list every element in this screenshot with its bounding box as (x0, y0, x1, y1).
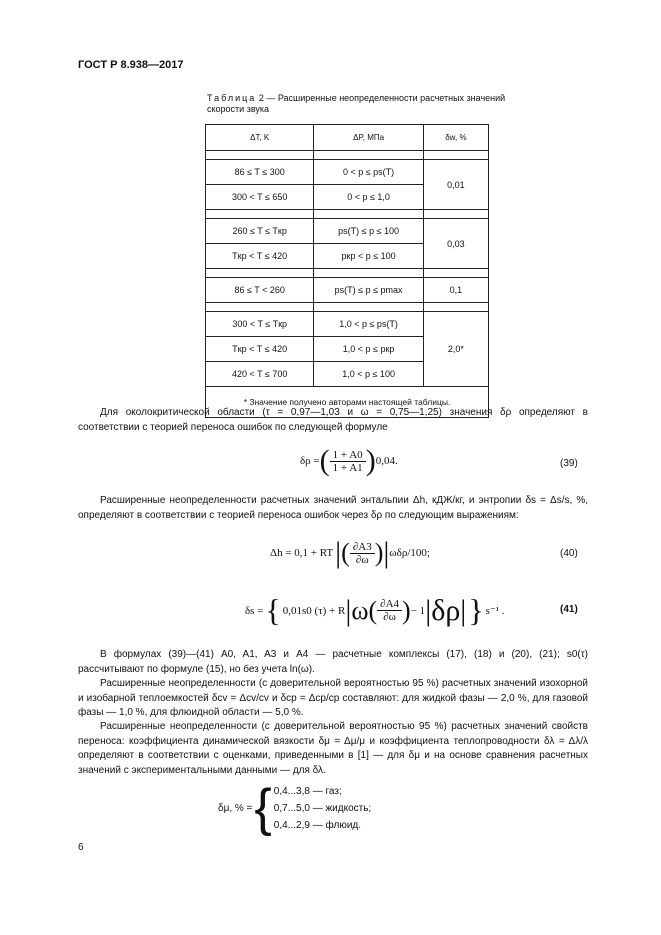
equation-mu: δμ, % = { 0,4...3,8 — газ; 0,7...5,0 — жидкость; 0,4...2,9 — флюид. (218, 779, 372, 837)
cell-dw: 0,03 (423, 219, 488, 269)
eq-mu-case: 0,4...3,8 — газ; (273, 785, 342, 797)
cell-dw: 2,0* (423, 312, 488, 387)
cell-p: 0 < p ≤ ps(T) (314, 160, 423, 185)
caption-text: 2 — Расширенные неопределенности расчетных значений скорости звука (207, 93, 506, 114)
eq39-tail: 0,04. (375, 455, 398, 467)
cell-p: 1,0 < p ≤ ps(T) (314, 312, 423, 337)
eq39-numerator: 1 + A0 (330, 449, 366, 462)
cell-p: ps(T) ≤ p ≤ pmax (314, 278, 423, 303)
table-spacer (206, 210, 489, 219)
cell-t: 300 < T ≤ Tкр (206, 312, 314, 337)
equation-40: Δh = 0,1 + RT | ( $\frac{\partial A3}{\partial\omega}$ ) | ωδρ/100; (270, 536, 430, 569)
eq-mu-case: 0,4...2,9 — флюид. (273, 819, 362, 831)
cell-p: 1,0 < p ≤ pкр (314, 337, 423, 362)
cell-p: 1,0 < p ≤ 100 (314, 362, 423, 387)
paragraph-3: В формулах (39)—(41) A0, A1, A3 и A4 — расчетные комплексы (17), (18) и (20), (21); s0(τ) рассчитывают по формуле (15), но без учета ln(ω). (78, 649, 588, 675)
eq41-lhs: δs = (245, 604, 264, 617)
eq41-body2: − 1 (410, 604, 426, 617)
eq-mu-case: 0,7...5,0 — жидкость; (273, 802, 372, 814)
eq39-lhs: δρ = (300, 455, 320, 467)
eq41-fraction (377, 598, 402, 623)
eq39-denominator: 1 + A1 (332, 461, 363, 474)
cell-t: 260 ≤ T ≤ Tкр (206, 219, 314, 244)
eq41-denominator: ∂ω (383, 611, 396, 623)
table-spacer (206, 303, 489, 312)
cell-dw: 0,01 (423, 160, 488, 210)
cell-p: pкр < p ≤ 100 (314, 244, 423, 269)
equation-39: δρ = ( $\frac{1 + A0}{1 + A1}$ ) 0,04. (300, 444, 398, 477)
eq41-body1: 0,01s0 (τ) + R (282, 604, 346, 617)
cell-t: 86 ≤ T ≤ 300 (206, 160, 314, 185)
col-header-dT: ΔT, K (206, 125, 314, 151)
eq40-lhs: Δh = 0,1 + RT (270, 547, 334, 559)
table-spacer (206, 269, 489, 278)
paragraph-5: Расширенные неопределенности (с доверительной вероятностью 95 %) расчетных значений свойств переноса: коэффициента динамической вязкости δμ = Δμ/μ и коэффициента теплопроводности δλ = Δλ/λ определяют в соответствии с оценками, приведенными в [1] — для δμ и на основе сравнения расчетных значений с экспериментальными данными — для δλ. (78, 721, 588, 776)
eq41-numerator: ∂A4 (377, 598, 402, 611)
col-header-dP: ΔP, МПа (314, 125, 423, 151)
cell-t: Tкр < T ≤ 420 (206, 244, 314, 269)
eq39-fraction (330, 449, 366, 474)
table-row (206, 312, 489, 337)
col-header-dw: δw, % (423, 125, 488, 151)
eq40-fraction (350, 541, 375, 566)
eq-mu-lhs: δμ, % = (218, 802, 253, 814)
cell-t: Tкр < T ≤ 420 (206, 337, 314, 362)
table-footnote: * Значение получено авторами настоящей таблицы. (206, 387, 489, 418)
eq41-tail: s⁻¹ . (485, 605, 505, 617)
page-number: 6 (78, 842, 84, 853)
paragraph-2: Расширенные неопределенности расчетных значений энтальпии Δh, кДЖ/кг, и энтропии δs = Δs/s, %, определяют в соответствии с теорией переноса ошибок через δρ по следующим выражениям: (78, 495, 588, 521)
table-spacer (206, 151, 489, 160)
paragraph-1: Для околокритической области (τ = 0,97—1,03 и ω = 0,75—1,25) значения δρ определяют в соответствии с теорией переноса ошибок по следующей формуле (78, 407, 588, 433)
eq40-tail: ωδρ/100; (389, 547, 430, 559)
eq39-number: (39) (560, 458, 578, 469)
cell-p: 0 < p ≤ 1,0 (314, 185, 423, 210)
eq-mu-cases (274, 783, 371, 834)
eq40-numerator: ∂A3 (350, 541, 375, 554)
eq41-number: (41) (560, 604, 578, 615)
table-header-row (206, 125, 489, 151)
cell-t: 420 < T ≤ 700 (206, 362, 314, 387)
uncertainty-table (205, 124, 489, 418)
equation-41: δs = { 0,01s0 (τ) + R | ω( $\frac{\partial A4}{\partial\omega}$ ) − 1 |δρ| } s⁻¹ . (245, 592, 505, 628)
cell-p: ps(T) ≤ p ≤ 100 (314, 219, 423, 244)
table-row (206, 278, 489, 303)
eq40-denominator: ∂ω (355, 553, 369, 566)
table-caption (207, 93, 507, 115)
cell-dw: 0,1 (423, 278, 488, 303)
cell-t: 300 < T ≤ 650 (206, 185, 314, 210)
table-row (206, 160, 489, 185)
paragraph-4: Расширенные неопределенности (с доверительной вероятностью 95 %) расчетных значений изохорной и изобарной теплоемкостей δcv = Δcv/cv и δcp = Δcp/cp составляют: для жидкой фазы — 2,0 %, для газовой фазы — 1,0 %, для флюидной области — 5,0 %. (78, 678, 588, 718)
caption-label: Таблица (207, 93, 257, 103)
document-code: ГОСТ Р 8.938—2017 (78, 59, 184, 71)
eq40-number: (40) (560, 548, 578, 559)
table-row (206, 219, 489, 244)
cell-t: 86 ≤ T < 260 (206, 278, 314, 303)
